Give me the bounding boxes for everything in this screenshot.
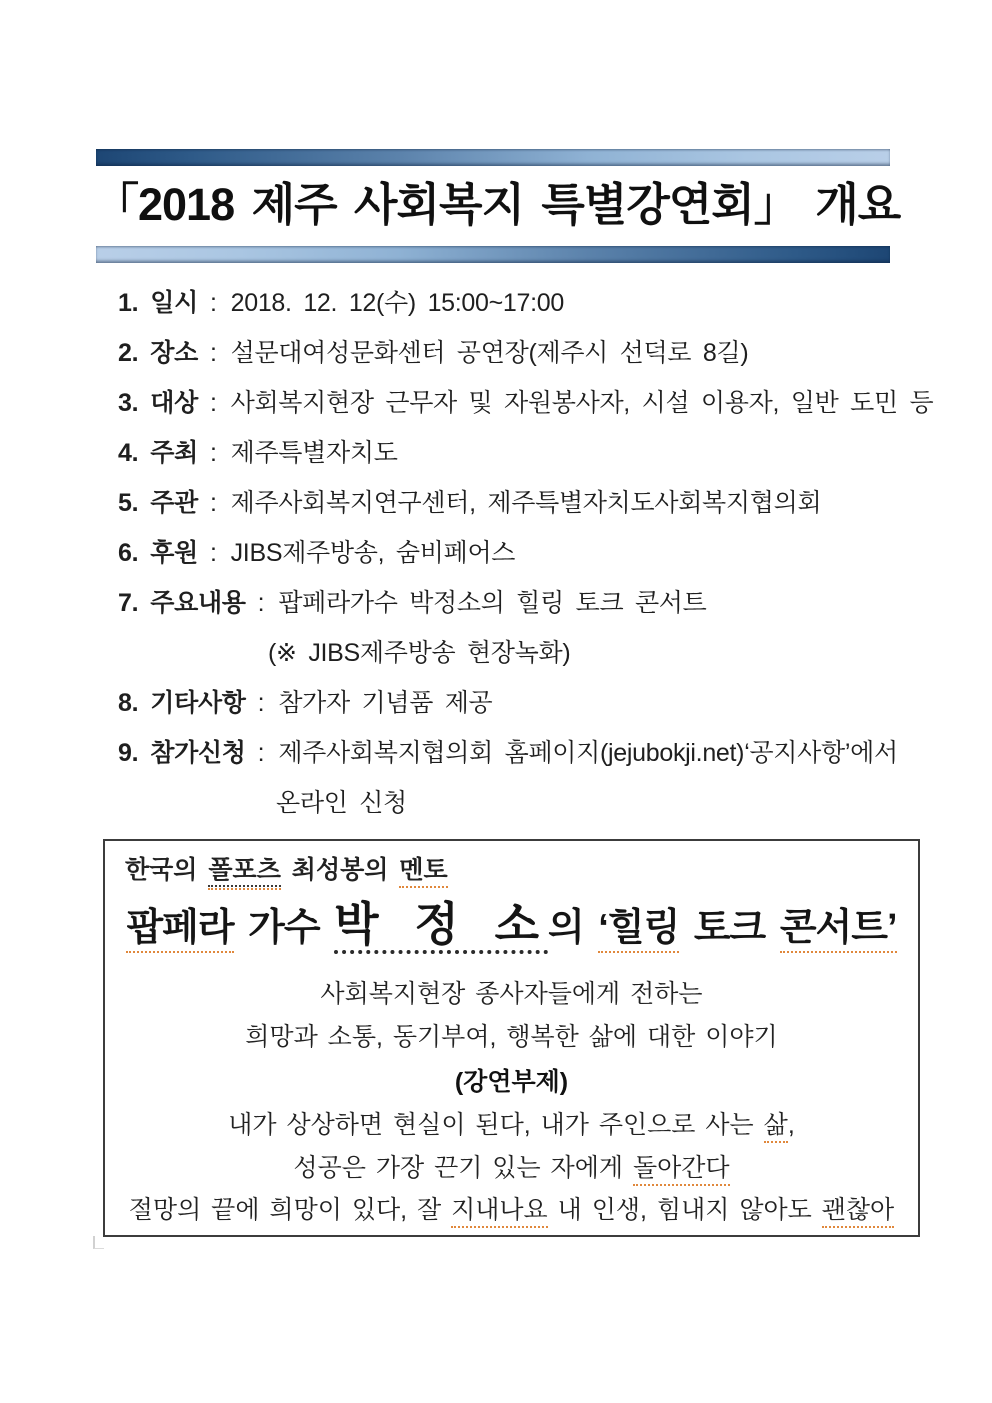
- overview-list: [118, 289, 992, 817]
- mentor-highlight-mento: 멘토: [399, 856, 447, 888]
- item-label: 일시: [150, 289, 198, 317]
- headline-text: 가수: [233, 907, 335, 949]
- quote-text: 내가 상상하면 현실이 된다, 내가 주인으로 사는: [228, 1111, 764, 1139]
- list-item-etc: [118, 689, 992, 717]
- item-number: 5.: [118, 489, 139, 517]
- item-label: 대상: [150, 389, 198, 417]
- item-value: 참가자 기념품 제공: [278, 689, 493, 717]
- poster-subline-1: 사회복지현장 종사자들에게 전하는: [320, 980, 703, 1008]
- item-number: 2.: [118, 339, 139, 367]
- list-item-venue: [118, 339, 992, 367]
- item-value: 제주특별자치도: [230, 439, 398, 467]
- item-value: 제주사회복지협의회 홈페이지(jejubokji.net)‘공지사항’에서: [278, 739, 898, 767]
- item-value-continued: 온라인 신청: [276, 789, 407, 817]
- quote-line-2: [125, 1153, 898, 1183]
- item-value: 사회복지현장 근무자 및 자원봉사자, 시설 이용자, 일반 도민 등: [230, 389, 934, 417]
- item-separator: :: [257, 589, 265, 617]
- item-separator: :: [209, 439, 217, 467]
- list-item-host: [118, 439, 992, 467]
- quote-highlight: 삶: [764, 1111, 788, 1143]
- item-number: 6.: [118, 539, 139, 567]
- quote-text: 내 인생, 힘내지 않아도: [547, 1196, 822, 1224]
- item-label: 주최: [150, 439, 198, 467]
- item-separator: :: [209, 389, 217, 417]
- quote-highlight: 괜찮아: [822, 1196, 894, 1228]
- item-value-continued: (※ JIBS제주방송 현장녹화): [268, 639, 571, 667]
- title-bottom-rule: [96, 246, 890, 263]
- headline-concert: 콘서트’: [780, 907, 897, 953]
- item-number: 1.: [118, 289, 139, 317]
- list-item-main-content: [118, 589, 992, 617]
- list-item-registration-continued: [118, 789, 992, 817]
- list-item-main-content-note: [118, 639, 992, 667]
- quote-line-1: [125, 1110, 898, 1140]
- quote-highlight: 지내나요: [451, 1196, 548, 1228]
- item-separator: :: [209, 289, 217, 317]
- item-value: 설문대여성문화센터 공연장(제주시 선덕로 8길): [230, 339, 749, 367]
- item-value: 제주사회복지연구센터, 제주특별자치도사회복지협의회: [230, 489, 822, 517]
- lecture-subtitle-label: (강연부제): [454, 1068, 569, 1096]
- item-label: 주요내용: [150, 589, 246, 617]
- headline-healing: ‘힐링: [598, 907, 679, 953]
- mentor-text: 최성봉의: [280, 856, 400, 884]
- poster-subline-2: 희망과 소통, 동기부여, 행복한 삶에 대한 이야기: [245, 1023, 778, 1051]
- list-item-sponsor: [118, 539, 992, 567]
- item-label: 참가신청: [150, 739, 246, 767]
- item-number: 3.: [118, 389, 139, 417]
- mentor-line: [125, 855, 898, 885]
- headline-popera: 팝페라: [126, 907, 233, 953]
- item-separator: :: [209, 539, 217, 567]
- poster-box: [103, 839, 920, 1237]
- quote-text: 절망의 끝에 희망이 있다, 잘: [128, 1196, 452, 1224]
- item-value: 팝페라가수 박정소의 힐링 토크 콘서트: [278, 589, 707, 617]
- title-top-rule: [96, 149, 890, 166]
- mentor-highlight-polpotts: 폴포츠: [208, 856, 280, 890]
- list-item-registration: [118, 739, 992, 767]
- item-number: 9.: [118, 739, 139, 767]
- item-label: 주관: [150, 489, 198, 517]
- concert-headline: [125, 899, 898, 953]
- headline-text: 토크: [679, 907, 780, 949]
- item-label: 장소: [150, 339, 198, 367]
- item-label: 기타사항: [150, 689, 246, 717]
- quote-line-3: [125, 1195, 898, 1225]
- headline-text: 의: [548, 907, 599, 949]
- item-number: 4.: [118, 439, 139, 467]
- quote-text: 성공은 가장 끈기 있는 자에게: [293, 1154, 633, 1182]
- item-value: JIBS제주방송, 숨비페어스: [230, 539, 516, 567]
- scan-artifact-mark: [93, 1236, 104, 1249]
- item-separator: :: [209, 489, 217, 517]
- performer-name: 박 정 소: [334, 898, 548, 954]
- item-value: 2018. 12. 12(수) 15:00~17:00: [230, 289, 564, 317]
- page-title: 「2018 제주 사회복지 특별강연회」 개요: [94, 179, 901, 230]
- mentor-text: 한국의: [125, 856, 209, 884]
- quote-highlight: 돌아간다: [633, 1154, 730, 1186]
- item-separator: :: [209, 339, 217, 367]
- item-number: 8.: [118, 689, 139, 717]
- list-item-datetime: [118, 289, 992, 317]
- item-label: 후원: [150, 539, 198, 567]
- list-item-organizer: [118, 489, 992, 517]
- item-separator: :: [257, 739, 265, 767]
- item-separator: :: [257, 689, 265, 717]
- list-item-audience: [118, 389, 992, 417]
- quote-text: ,: [787, 1111, 795, 1139]
- item-number: 7.: [118, 589, 139, 617]
